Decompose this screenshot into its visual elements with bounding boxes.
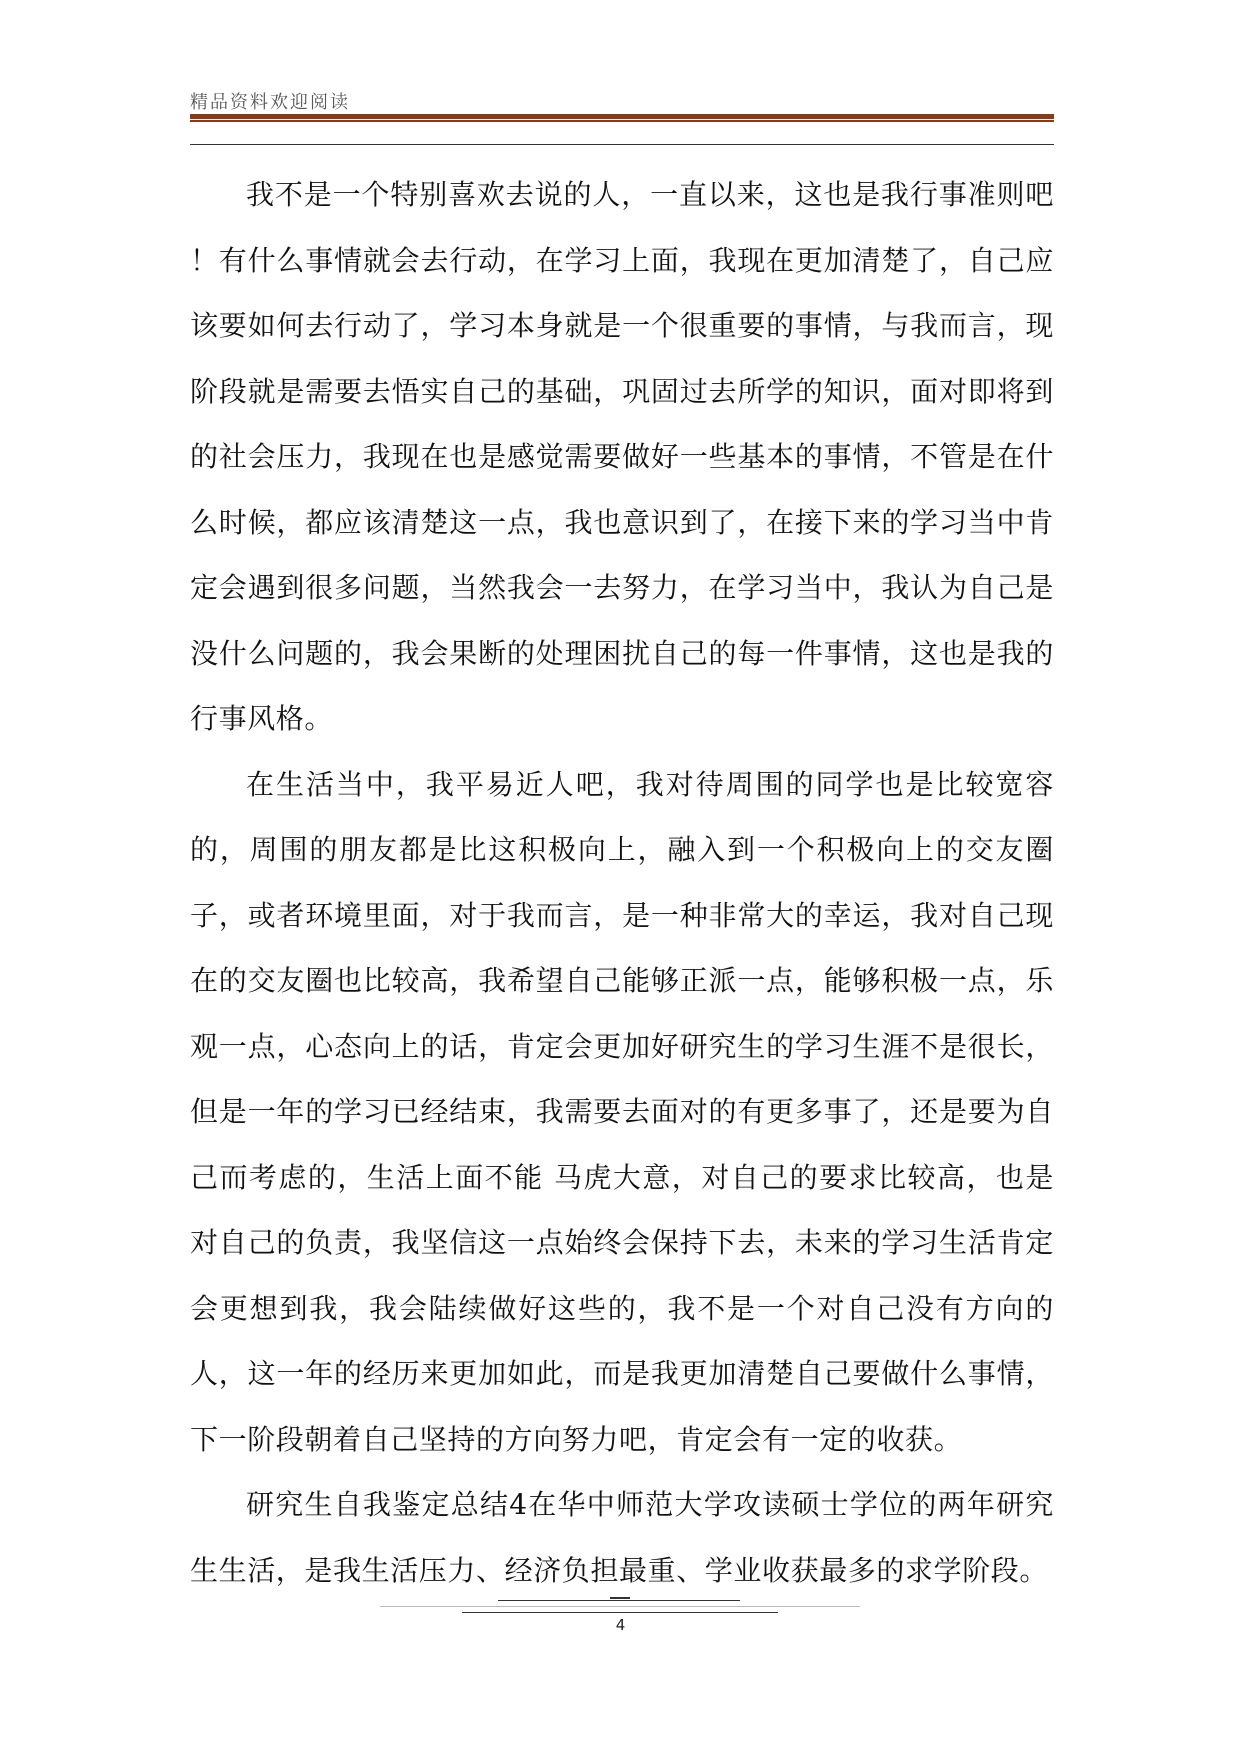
footer-rule-middle	[380, 1606, 860, 1607]
page-number: 4	[615, 1616, 626, 1634]
footer-tick-mark	[610, 1597, 630, 1599]
header-rule-double	[190, 120, 1054, 122]
header-title: 精品资料欢迎阅读	[190, 92, 350, 113]
header-rule-thin	[190, 144, 1054, 145]
header-rule-thick	[190, 114, 1054, 119]
paragraph-3: 研究生自我鉴定总结4在华中师范大学攻读硕士学位的两年研究生生活，是我生活压力、经济负担最重、学业收获最多的求学阶段。	[190, 1488, 1054, 1587]
paragraph-1: 我不是一个特别喜欢去说的人，一直以来，这也是我行事准则吧 ！有什么事情就会去行动，在学习上面，我现在更加清楚了，自己应该要如何去行动了，学习本身就是一个很重要的事情，与我而言，现阶段就是需要去悟实自己的基础，巩固过去所学的知识，面对即将到的社会压力，我现在也是感觉需要做好一些基本的事情，不管是在什么时候，都应该清楚这一点，我也意识到了，在接下来的学习当中肯定会遇到很多问题，当然我会一去努力，在学习当中，我认为自己是没什么问题的，我会果断的处理困扰自己的每一件事情，这也是我的行事风格。	[190, 178, 1054, 735]
paragraph-2: 在生活当中，我平易近人吧，我对待周围的同学也是比较宽容的，周围的朋友都是比这积极向上，融入到一个积极向上的交友圈子，或者环境里面，对于我而言，是一种非常大的幸运，我对自己现在的交友圈也比较高，我希望自己能够正派一点，能够积极一点，乐观一点，心态向上的话，肯定会更加好研究生的学习生涯不是很长，但是一年的学习已经结束，我需要去面对的有更多事了，还是要为自己而考虑的，生活上面不能 马虎大意，对自己的要求比较高，也是对自己的负责，我坚信这一点始终会保持下去，未来的学习生活肯定会更想到我，我会陆续做好这些的，我不是一个对自己没有方向的人，这一年的经历来更加如此，而是我更加清楚自己要做什么事情，下一阶段朝着自己坚持的方向努力吧，肯定会有一定的收获。	[190, 767, 1054, 1456]
footer-rule-bottom	[462, 1612, 778, 1613]
footer-rule-top	[498, 1600, 740, 1601]
document-body	[190, 162, 1054, 1603]
